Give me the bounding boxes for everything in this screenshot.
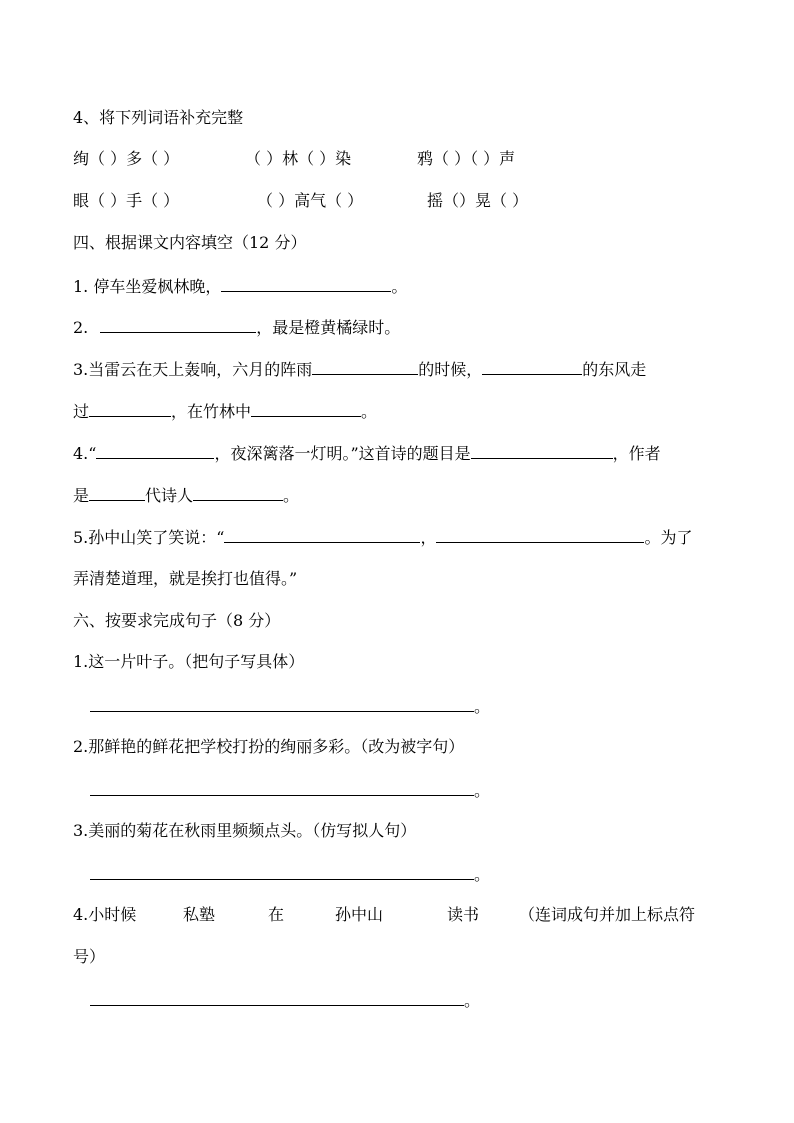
word-item: 眼（ ）手（ ） [73, 191, 180, 210]
word-item: 鸦（ ）（ ）声 [417, 149, 516, 168]
fill-q1: 1. 停车坐爱枫林晚， 。 [73, 277, 408, 296]
answer-blank[interactable] [221, 276, 391, 292]
answer-blank[interactable] [96, 443, 214, 459]
sentence-q3-answer: 。 [90, 864, 490, 886]
fill-q5-line2: 弄清楚道理，就是挨打也值得。” [73, 569, 298, 588]
fill-q4-line1: 4.“ ，夜深篱落一灯明。”这首诗的题目是 ，作者 [73, 444, 661, 463]
sentence-q4-answer: 。 [90, 990, 480, 1012]
answer-blank[interactable] [251, 401, 361, 417]
word-item: （ ）高气（ ） [257, 191, 364, 210]
section-fill-heading: 四、根据课文内容填空（12 分） [73, 233, 307, 252]
answer-line[interactable] [90, 864, 474, 880]
sentence-q1: 1.这一片叶子。（把句子写具体） [73, 652, 305, 671]
word-token: 在 [268, 905, 285, 924]
answer-blank[interactable] [482, 359, 582, 375]
sentence-q4 [73, 905, 696, 927]
word-item: （ ）林（ ）染 [245, 149, 352, 168]
fill-q3-line2: 过 ，在竹林中 。 [73, 402, 378, 421]
word-token: 私塾 [183, 905, 216, 924]
word-item: 绚（ ）多（ ） [73, 149, 180, 168]
answer-line[interactable] [90, 780, 474, 796]
fill-q2: 2. ，最是橙黄橘绿时。 [73, 318, 401, 337]
answer-blank[interactable] [312, 359, 418, 375]
instruction-note: （连词成句并加上标点符 [519, 905, 696, 924]
answer-blank[interactable] [436, 527, 644, 543]
word-item: 摇（）晃（ ） [427, 191, 529, 210]
word-token: 孙中山 [335, 905, 384, 924]
sentence-q4-note-cont: 号） [73, 947, 106, 966]
answer-line[interactable] [90, 696, 474, 712]
fill-q4-line2: 是 代诗人 。 [73, 486, 300, 505]
answer-line[interactable] [90, 990, 464, 1006]
answer-blank[interactable] [100, 317, 256, 333]
word-token: 4.小时候 [73, 905, 137, 924]
fill-q3-line1: 3.当雷云在天上轰响，六月的阵雨 的时候， 的东风走 [73, 360, 647, 379]
sentence-q2-answer: 。 [90, 780, 490, 802]
answer-blank[interactable] [89, 485, 145, 501]
section-4-heading: 4、将下列词语补充完整 [73, 108, 244, 127]
fill-q5-line1: 5.孙中山笑了笑说：“ ， 。为了 [73, 528, 693, 547]
sentence-q2: 2.那鲜艳的鲜花把学校打扮的绚丽多彩。（改为被字句） [73, 737, 465, 756]
sentence-q3: 3.美丽的菊花在秋雨里频频点头。（仿写拟人句） [73, 821, 417, 840]
answer-blank[interactable] [89, 401, 171, 417]
word-row-1 [73, 149, 516, 171]
word-row-2 [73, 191, 529, 213]
sentence-q1-answer: 。 [90, 696, 490, 718]
answer-blank[interactable] [224, 527, 420, 543]
section-sentence-heading: 六、按要求完成句子（8 分） [73, 611, 281, 630]
word-token: 读书 [447, 905, 480, 924]
answer-blank[interactable] [471, 443, 613, 459]
answer-blank[interactable] [193, 485, 283, 501]
